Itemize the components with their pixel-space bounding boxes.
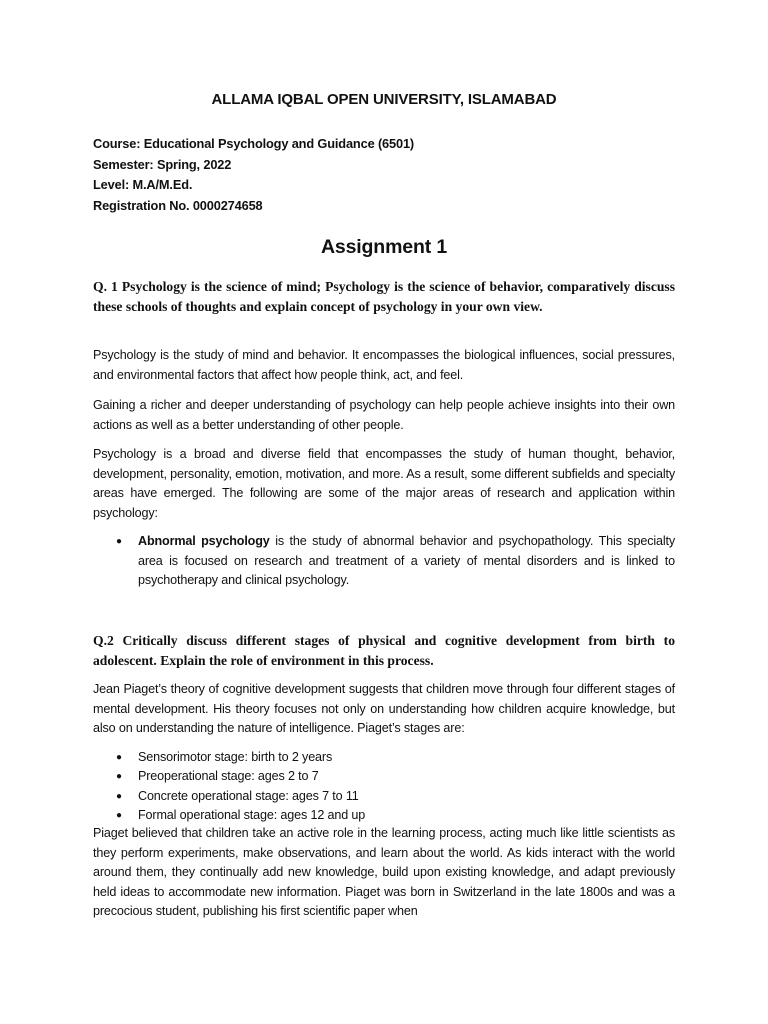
q2-intro: Jean Piaget’s theory of cognitive development suggests that children move through four different stages of mental development. His theory focuses not only on understanding how children acquire knowledge, but also on understanding the nature of intelligence. Piaget’s stages are: [93,682,675,735]
list-item [116,748,675,768]
question-1: Q. 1 Psychology is the science of mind; Psychology is the science of behavior, comparatively discuss these schools of thoughts and explain concept of psychology in your own view. [93,279,675,314]
list-item [116,532,675,591]
bullet-icon: ● [116,791,122,802]
bullet-term: Abnormal psychology [138,534,270,548]
list-item [116,767,675,787]
q1-paragraph: Psychology is a broad and diverse field that encompasses the study of human thought, behavior, development, personality, emotion, motivation, and more. As a result, some different subfields and specialty areas have emerged. The following are some of the major areas of research and application within psychology: [93,447,675,520]
university-heading: ALLAMA IQBAL OPEN UNIVERSITY, ISLAMABAD [211,91,557,108]
level-line: Level: M.A/M.Ed. [93,177,193,192]
semester-line: Semester: Spring, 2022 [93,157,232,172]
question-2: Q.2 Critically discuss different stages of physical and cognitive development from birth to adolescent. Explain the role of environment in this process. [93,633,675,668]
bullet-icon: ● [116,810,122,821]
bullet-icon: ● [116,536,122,547]
course-line: Course: Educational Psychology and Guidance (6501) [93,136,415,151]
q2-body: Piaget believed that children take an active role in the learning process, acting much like little scientists as they perform experiments, make observations, and learn about the world. As kids interact with the world around them, they continually add new knowledge, build upon existing knowledge, and adapt previously held ideas to accommodate new information. Piaget was born in Switzerland in the late 1800s and was a precocious student, publishing his first scientific paper when [93,826,675,918]
q1-paragraph: Psychology is the study of mind and behavior. It encompasses the biological influences, social pressures, and environmental factors that affect how people think, act, and feel. [93,348,675,382]
stage-text: Sensorimotor stage: birth to 2 years [138,750,333,764]
bullet-text: is the study of abnormal behavior and psychopathology. This specialty area is focused on research and treatment of a variety of mental disorders and is linked to psychotherapy and clinical psychology. [138,534,675,587]
registration-line: Registration No. 0000274658 [93,198,263,213]
stage-text: Concrete operational stage: ages 7 to 11 [138,789,359,803]
stage-text: Preoperational stage: ages 2 to 7 [138,769,319,783]
list-item [116,806,675,826]
bullet-icon: ● [116,752,122,763]
q1-paragraph: Gaining a richer and deeper understanding of psychology can help people achieve insights into their own actions as well as a better understanding of other people. [93,398,675,432]
bullet-icon: ● [116,771,122,782]
list-item [116,787,675,807]
assignment-title: Assignment 1 [320,236,448,258]
stage-text: Formal operational stage: ages 12 and up [138,808,366,822]
